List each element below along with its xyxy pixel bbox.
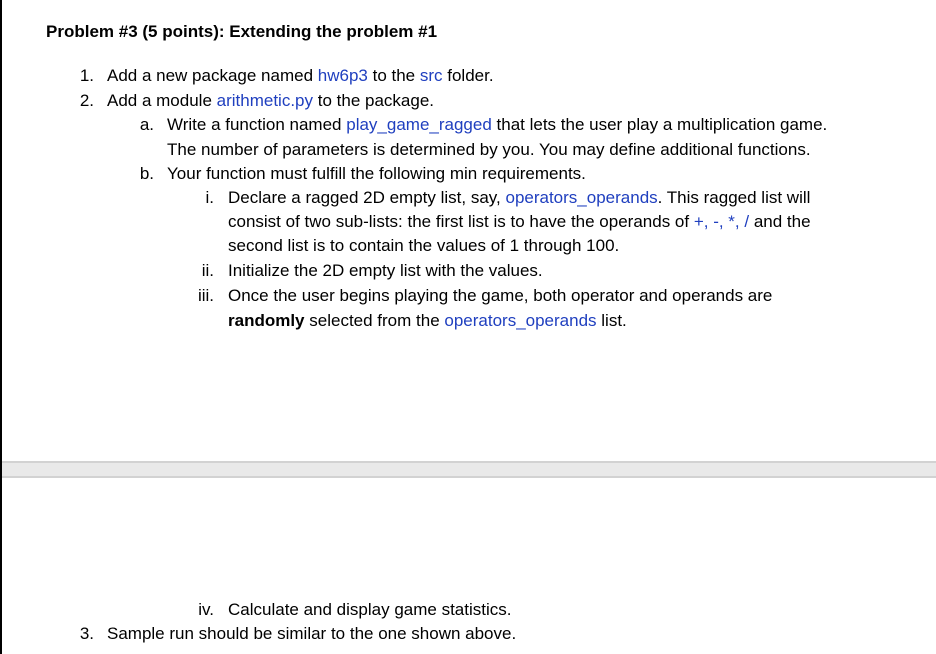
list-name: operators_operands: [505, 188, 658, 207]
item-iii-line-1: Once the user begins playing the game, both operator and operands are: [228, 286, 773, 305]
item-i-line-2-post: and the: [749, 212, 811, 231]
item-2-number: 2.: [79, 91, 94, 110]
item-a-text: [167, 115, 827, 135]
item-3-number: 3.: [79, 624, 94, 643]
item-iii-post: list.: [596, 311, 627, 330]
item-a-post: that lets the user play a multiplication game.: [491, 115, 828, 134]
item-b-letter: b.: [139, 164, 154, 183]
package-name: hw6p3: [317, 66, 368, 85]
item-1-post: folder.: [442, 66, 494, 85]
item-2-pre: Add a module: [107, 91, 217, 110]
item-2-text: [107, 91, 434, 111]
document-page-2: [2, 478, 936, 654]
function-name: play_game_ragged: [346, 115, 492, 134]
document-page-1: [2, 0, 936, 461]
item-iv-numeral: iv.: [198, 600, 214, 619]
item-iii-line-2: [228, 311, 627, 331]
operators-list: +, -, *, /: [693, 212, 750, 231]
randomly-emphasis: randomly: [228, 311, 305, 330]
item-ii-text: Initialize the 2D empty list with the values.: [228, 261, 543, 280]
item-i-line-1: [228, 188, 810, 208]
item-a-letter: a.: [139, 115, 154, 134]
item-i-post: . This ragged list will: [657, 188, 811, 207]
page-break: [2, 461, 936, 478]
item-b-text: Your function must fulfill the following min requirements.: [167, 164, 586, 183]
item-i-line-2-pre: consist of two sub-lists: the first list is to have the operands of: [228, 212, 694, 231]
item-a-line-2: The number of parameters is determined by you. You may define additional functions.: [167, 140, 811, 159]
item-1-number: 1.: [79, 66, 94, 85]
item-iii-mid: selected from the: [304, 311, 445, 330]
list-name-ref: operators_operands: [444, 311, 597, 330]
folder-name: src: [419, 66, 443, 85]
item-iii-numeral: iii.: [197, 286, 214, 305]
item-1-text: [107, 66, 494, 86]
problem-title: Problem #3 (5 points): Extending the problem #1: [46, 22, 438, 41]
module-name: arithmetic.py: [216, 91, 314, 110]
item-iv-text: Calculate and display game statistics.: [228, 600, 512, 619]
item-3-text: Sample run should be similar to the one shown above.: [107, 624, 517, 643]
item-ii-numeral: ii.: [201, 261, 214, 280]
item-i-line-2: [228, 212, 811, 232]
item-i-numeral: i.: [205, 188, 214, 207]
item-a-pre: Write a function named: [167, 115, 347, 134]
item-i-line-3: second list is to contain the values of 1 through 100.: [228, 236, 620, 255]
item-1-pre: Add a new package named: [107, 66, 318, 85]
item-2-post: to the package.: [313, 91, 434, 110]
item-i-pre: Declare a ragged 2D empty list, say,: [228, 188, 506, 207]
item-1-mid: to the: [367, 66, 420, 85]
